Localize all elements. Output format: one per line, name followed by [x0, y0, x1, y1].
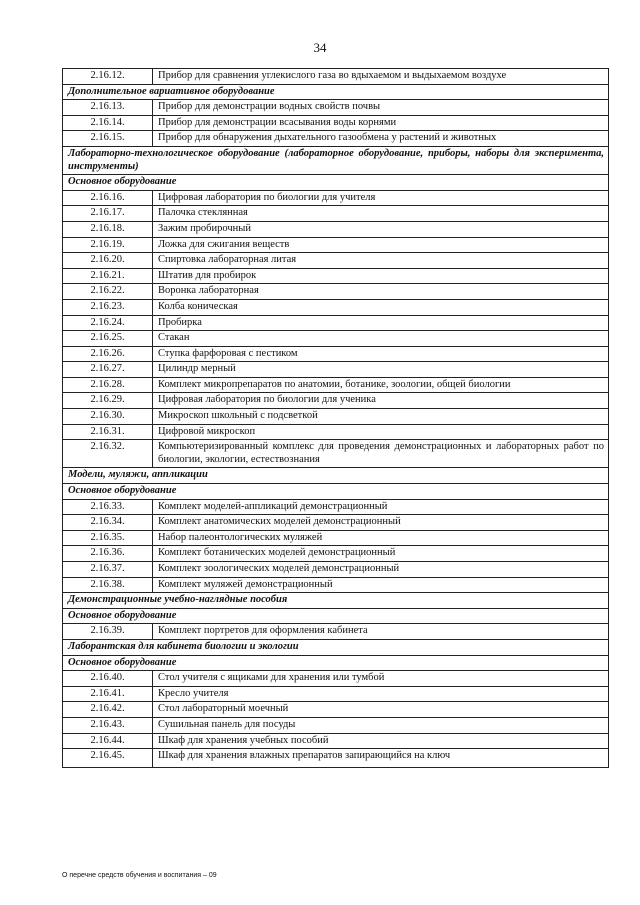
- item-code: 2.16.23.: [63, 299, 153, 315]
- section-header-row: [63, 484, 609, 500]
- item-name: Комплект зоологических моделей демонстрационный: [153, 562, 609, 578]
- item-name: Цифровая лаборатория по биологии для ученика: [153, 393, 609, 409]
- item-name: Комплект анатомических моделей демонстрационный: [153, 515, 609, 531]
- item-code: 2.16.19.: [63, 237, 153, 253]
- item-code: 2.16.32.: [63, 440, 153, 468]
- section-title: Основное оборудование: [63, 175, 609, 191]
- item-name: Зажим пробирочный: [153, 221, 609, 237]
- item-code: 2.16.26.: [63, 346, 153, 362]
- equipment-row: [63, 515, 609, 531]
- item-name: Комплект муляжей демонстрационный: [153, 577, 609, 593]
- item-code: 2.16.40.: [63, 671, 153, 687]
- item-name: Палочка стеклянная: [153, 206, 609, 222]
- item-code: 2.16.27.: [63, 362, 153, 378]
- section-title: Основное оборудование: [63, 608, 609, 624]
- equipment-row: [63, 253, 609, 269]
- equipment-row: [63, 686, 609, 702]
- equipment-row: [63, 131, 609, 147]
- item-code: 2.16.16.: [63, 190, 153, 206]
- item-code: 2.16.18.: [63, 221, 153, 237]
- item-code: 2.16.36.: [63, 546, 153, 562]
- item-name: Спиртовка лабораторная литая: [153, 253, 609, 269]
- item-name: Прибор для демонстрации водных свойств почвы: [153, 100, 609, 116]
- equipment-row: [63, 424, 609, 440]
- section-title: Дополнительное вариативное оборудование: [63, 84, 609, 100]
- equipment-row: [63, 377, 609, 393]
- equipment-row: [63, 733, 609, 749]
- equipment-table: [62, 68, 609, 768]
- item-code: 2.16.33.: [63, 499, 153, 515]
- item-code: 2.16.13.: [63, 100, 153, 116]
- equipment-row: [63, 409, 609, 425]
- equipment-row: [63, 331, 609, 347]
- equipment-row: [63, 100, 609, 116]
- equipment-row: [63, 206, 609, 222]
- section-title: Модели, муляжи, аппликации: [63, 468, 609, 484]
- section-header-row: [63, 468, 609, 484]
- item-code: 2.16.15.: [63, 131, 153, 147]
- item-code: 2.16.22.: [63, 284, 153, 300]
- page-number: 34: [313, 40, 327, 55]
- equipment-row: [63, 221, 609, 237]
- section-title: Основное оборудование: [63, 484, 609, 500]
- item-code: 2.16.42.: [63, 702, 153, 718]
- item-code: 2.16.12.: [63, 69, 153, 85]
- item-name: Ложка для сжигания веществ: [153, 237, 609, 253]
- equipment-row: [63, 268, 609, 284]
- item-name: Воронка лабораторная: [153, 284, 609, 300]
- item-name: Шкаф для хранения учебных пособий: [153, 733, 609, 749]
- equipment-row: [63, 284, 609, 300]
- item-name: Компьютеризированный комплекс для проведения демонстрационных и лабораторных работ по биологии, экологии, естествознания: [153, 440, 609, 468]
- item-name: Комплект микропрепаратов по анатомии, ботанике, зоологии, общей биологии: [153, 377, 609, 393]
- item-code: 2.16.31.: [63, 424, 153, 440]
- section-title: Демонстрационные учебно-наглядные пособия: [63, 593, 609, 609]
- item-code: 2.16.21.: [63, 268, 153, 284]
- item-name: Набор палеонтологических муляжей: [153, 530, 609, 546]
- item-name: Прибор для демонстрации всасывания воды корнями: [153, 115, 609, 131]
- equipment-row: [63, 562, 609, 578]
- equipment-row: [63, 393, 609, 409]
- equipment-row: [63, 69, 609, 85]
- item-name: Стол лабораторный моечный: [153, 702, 609, 718]
- item-name: Цифровая лаборатория по биологии для учителя: [153, 190, 609, 206]
- section-header-row: [63, 639, 609, 655]
- item-code: 2.16.25.: [63, 331, 153, 347]
- equipment-row: [63, 546, 609, 562]
- section-title: Основное оборудование: [63, 655, 609, 671]
- section-title: Лаборантская для кабинета биологии и экологии: [63, 639, 609, 655]
- equipment-row: [63, 577, 609, 593]
- equipment-row: [63, 717, 609, 733]
- equipment-table-body: [63, 69, 609, 768]
- item-code: 2.16.44.: [63, 733, 153, 749]
- section-header-row: [63, 655, 609, 671]
- item-code: 2.16.30.: [63, 409, 153, 425]
- item-name: Комплект ботанических моделей демонстрационный: [153, 546, 609, 562]
- item-code: 2.16.34.: [63, 515, 153, 531]
- equipment-row: [63, 624, 609, 640]
- item-name: Ступка фарфоровая с пестиком: [153, 346, 609, 362]
- item-code: 2.16.14.: [63, 115, 153, 131]
- item-name: Штатив для пробирок: [153, 268, 609, 284]
- section-header-row: [63, 608, 609, 624]
- item-code: 2.16.38.: [63, 577, 153, 593]
- item-code: 2.16.37.: [63, 562, 153, 578]
- equipment-row: [63, 362, 609, 378]
- section-title: Лабораторно-технологическое оборудование (лабораторное оборудование, приборы, наборы для эксперимента, инструменты): [63, 146, 609, 174]
- item-code: 2.16.20.: [63, 253, 153, 269]
- item-code: 2.16.29.: [63, 393, 153, 409]
- equipment-row: [63, 749, 609, 768]
- item-name: Комплект портретов для оформления кабинета: [153, 624, 609, 640]
- item-code: 2.16.24.: [63, 315, 153, 331]
- equipment-row: [63, 671, 609, 687]
- equipment-row: [63, 237, 609, 253]
- equipment-row: [63, 115, 609, 131]
- item-name: Цифровой микроскоп: [153, 424, 609, 440]
- equipment-row: [63, 440, 609, 468]
- item-name: Кресло учителя: [153, 686, 609, 702]
- item-name: Колба коническая: [153, 299, 609, 315]
- section-header-row: [63, 84, 609, 100]
- item-code: 2.16.35.: [63, 530, 153, 546]
- equipment-row: [63, 499, 609, 515]
- item-name: Цилиндр мерный: [153, 362, 609, 378]
- item-name: Пробирка: [153, 315, 609, 331]
- equipment-row: [63, 702, 609, 718]
- item-name: Прибор для сравнения углекислого газа во вдыхаемом и выдыхаемом воздухе: [153, 69, 609, 85]
- item-name: Сушильная панель для посуды: [153, 717, 609, 733]
- item-name: Комплект моделей-аппликаций демонстрационный: [153, 499, 609, 515]
- section-header-row: [63, 175, 609, 191]
- item-code: 2.16.43.: [63, 717, 153, 733]
- equipment-row: [63, 315, 609, 331]
- item-code: 2.16.45.: [63, 749, 153, 768]
- item-name: Стакан: [153, 331, 609, 347]
- equipment-row: [63, 346, 609, 362]
- item-name: Прибор для обнаружения дыхательного газообмена у растений и животных: [153, 131, 609, 147]
- item-name: Стол учителя с ящиками для хранения или тумбой: [153, 671, 609, 687]
- footer-note: О перечне средств обучения и воспитания – 09: [62, 872, 217, 879]
- item-code: 2.16.41.: [63, 686, 153, 702]
- equipment-row: [63, 530, 609, 546]
- item-code: 2.16.39.: [63, 624, 153, 640]
- item-code: 2.16.17.: [63, 206, 153, 222]
- equipment-row: [63, 299, 609, 315]
- section-header-row: [63, 146, 609, 174]
- item-name: Микроскоп школьный с подсветкой: [153, 409, 609, 425]
- section-header-row: [63, 593, 609, 609]
- item-name: Шкаф для хранения влажных препаратов запирающийся на ключ: [153, 749, 609, 768]
- equipment-row: [63, 190, 609, 206]
- item-code: 2.16.28.: [63, 377, 153, 393]
